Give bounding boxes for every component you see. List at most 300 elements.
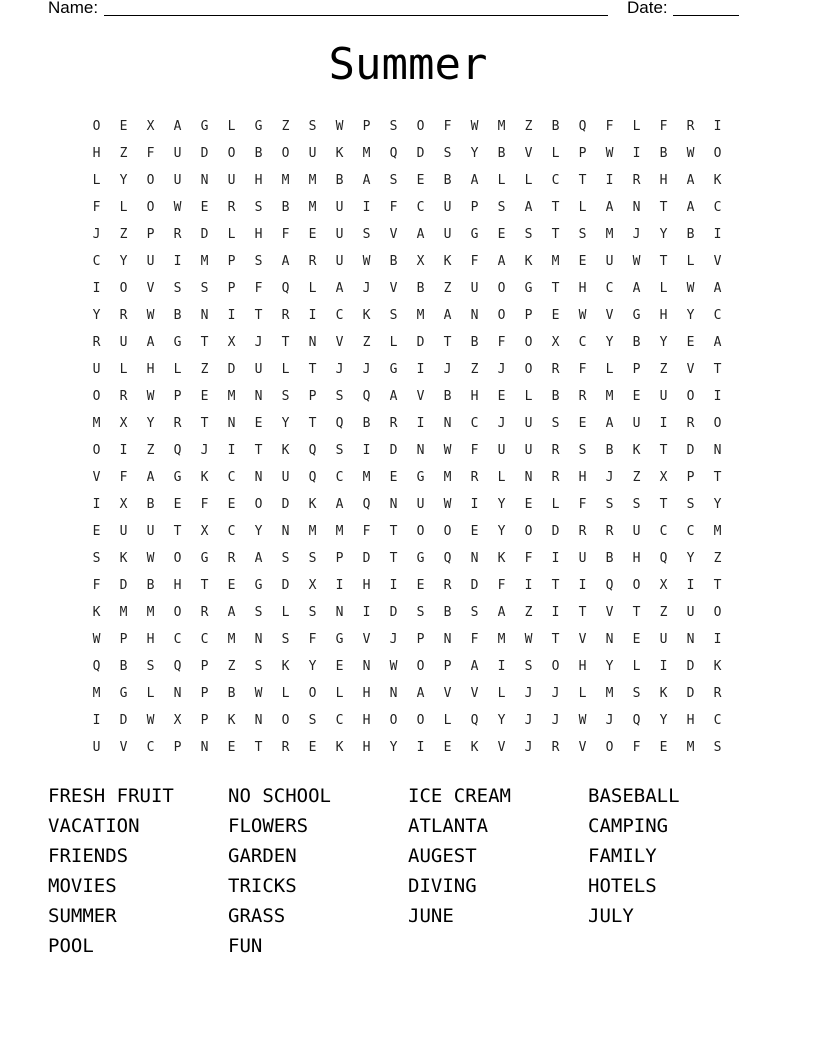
worksheet-header	[0, 0, 816, 24]
grid-letter: R	[281, 308, 290, 323]
grid-row	[83, 113, 731, 140]
grid-letter: S	[308, 551, 317, 566]
grid-letter: Y	[470, 146, 479, 161]
grid-letter: O	[713, 146, 722, 161]
grid-row	[83, 599, 731, 626]
grid-letter: U	[92, 740, 101, 755]
grid-letter: H	[362, 740, 371, 755]
grid-letter: T	[659, 254, 668, 269]
grid-letter: O	[497, 281, 506, 296]
word-list-item: NO SCHOOL	[228, 785, 331, 807]
grid-row	[83, 437, 731, 464]
grid-letter: H	[659, 308, 668, 323]
grid-letter: U	[632, 524, 641, 539]
grid-letter: B	[146, 578, 155, 593]
grid-letter: C	[416, 200, 425, 215]
grid-letter: Q	[335, 416, 344, 431]
grid-letter: J	[605, 713, 614, 728]
grid-letter: M	[227, 389, 236, 404]
grid-letter: P	[362, 119, 371, 134]
grid-letter: I	[335, 578, 344, 593]
grid-letter: P	[416, 632, 425, 647]
grid-letter: S	[551, 416, 560, 431]
grid-letter: C	[200, 632, 209, 647]
grid-letter: J	[497, 362, 506, 377]
grid-letter: Y	[605, 659, 614, 674]
grid-letter: C	[335, 308, 344, 323]
grid-letter: Z	[227, 659, 236, 674]
grid-letter: Q	[362, 497, 371, 512]
grid-letter: N	[443, 416, 452, 431]
grid-letter: Y	[497, 524, 506, 539]
grid-letter: L	[497, 470, 506, 485]
grid-letter: E	[497, 227, 506, 242]
grid-letter: A	[389, 389, 398, 404]
grid-letter: E	[254, 416, 263, 431]
grid-letter: O	[524, 524, 533, 539]
grid-letter: N	[524, 470, 533, 485]
grid-letter: U	[659, 389, 668, 404]
grid-letter: D	[686, 686, 695, 701]
word-list-item: HOTELS	[588, 875, 657, 897]
grid-letter: T	[389, 551, 398, 566]
grid-letter: N	[335, 605, 344, 620]
grid-letter: O	[146, 173, 155, 188]
grid-letter: E	[578, 416, 587, 431]
grid-letter: S	[578, 227, 587, 242]
grid-letter: N	[173, 686, 182, 701]
grid-letter: I	[119, 443, 128, 458]
grid-letter: S	[281, 551, 290, 566]
grid-letter: S	[308, 713, 317, 728]
grid-letter: Y	[605, 335, 614, 350]
grid-letter: N	[686, 632, 695, 647]
grid-letter: D	[200, 146, 209, 161]
grid-letter: Q	[605, 578, 614, 593]
grid-letter: B	[443, 389, 452, 404]
grid-letter: I	[173, 254, 182, 269]
grid-letter: S	[524, 659, 533, 674]
grid-letter: E	[308, 227, 317, 242]
grid-letter: O	[497, 308, 506, 323]
grid-letter: B	[335, 173, 344, 188]
grid-letter: U	[173, 173, 182, 188]
grid-letter: J	[362, 362, 371, 377]
grid-letter: H	[146, 632, 155, 647]
grid-letter: S	[632, 497, 641, 512]
grid-letter: N	[632, 200, 641, 215]
grid-letter: P	[227, 254, 236, 269]
grid-letter: Q	[308, 470, 317, 485]
grid-letter: O	[713, 605, 722, 620]
grid-letter: U	[605, 254, 614, 269]
grid-letter: E	[308, 740, 317, 755]
grid-letter: A	[416, 686, 425, 701]
grid-letter: Z	[659, 362, 668, 377]
grid-row	[83, 302, 731, 329]
grid-letter: M	[605, 227, 614, 242]
word-list-item: AUGEST	[408, 845, 477, 867]
grid-letter: L	[551, 146, 560, 161]
grid-letter: A	[335, 497, 344, 512]
grid-letter: W	[146, 551, 155, 566]
grid-letter: L	[335, 686, 344, 701]
grid-letter: O	[281, 713, 290, 728]
grid-letter: Q	[173, 659, 182, 674]
grid-letter: F	[470, 443, 479, 458]
grid-letter: R	[92, 335, 101, 350]
grid-letter: A	[254, 551, 263, 566]
grid-letter: N	[200, 173, 209, 188]
grid-letter: R	[281, 740, 290, 755]
grid-letter: Q	[389, 146, 398, 161]
grid-letter: U	[173, 146, 182, 161]
grid-letter: W	[146, 713, 155, 728]
grid-letter: E	[578, 254, 587, 269]
grid-letter: P	[632, 362, 641, 377]
grid-letter: I	[308, 308, 317, 323]
grid-letter: Y	[389, 740, 398, 755]
grid-letter: O	[416, 119, 425, 134]
grid-letter: M	[146, 605, 155, 620]
grid-letter: O	[632, 578, 641, 593]
grid-letter: A	[335, 281, 344, 296]
grid-letter: F	[362, 524, 371, 539]
grid-letter: L	[227, 119, 236, 134]
grid-letter: B	[146, 497, 155, 512]
grid-letter: L	[686, 254, 695, 269]
grid-letter: N	[254, 389, 263, 404]
grid-letter: E	[200, 389, 209, 404]
grid-letter: M	[497, 119, 506, 134]
grid-letter: I	[416, 362, 425, 377]
grid-letter: F	[200, 497, 209, 512]
grid-letter: T	[659, 200, 668, 215]
grid-letter: D	[416, 146, 425, 161]
word-list-item: GARDEN	[228, 845, 297, 867]
grid-letter: W	[146, 308, 155, 323]
grid-letter: J	[362, 281, 371, 296]
grid-letter: E	[119, 119, 128, 134]
grid-letter: F	[92, 578, 101, 593]
grid-letter: U	[119, 524, 128, 539]
grid-letter: J	[524, 740, 533, 755]
grid-letter: W	[173, 200, 182, 215]
word-list-item: FAMILY	[588, 845, 657, 867]
grid-letter: I	[416, 416, 425, 431]
grid-letter: N	[443, 632, 452, 647]
grid-letter: O	[308, 686, 317, 701]
word-list-item: POOL	[48, 935, 94, 957]
grid-letter: E	[632, 389, 641, 404]
grid-letter: J	[200, 443, 209, 458]
grid-letter: N	[254, 713, 263, 728]
grid-letter: C	[335, 713, 344, 728]
grid-row	[83, 356, 731, 383]
grid-letter: R	[173, 416, 182, 431]
grid-letter: I	[362, 200, 371, 215]
grid-letter: J	[443, 362, 452, 377]
name-line	[104, 15, 608, 16]
grid-letter: L	[524, 173, 533, 188]
grid-letter: N	[254, 632, 263, 647]
grid-letter: U	[443, 227, 452, 242]
grid-letter: Q	[362, 389, 371, 404]
grid-letter: M	[605, 686, 614, 701]
grid-letter: T	[551, 281, 560, 296]
grid-letter: F	[605, 119, 614, 134]
grid-letter: K	[119, 551, 128, 566]
grid-letter: P	[200, 713, 209, 728]
grid-letter: S	[308, 119, 317, 134]
grid-letter: I	[497, 659, 506, 674]
grid-letter: U	[632, 416, 641, 431]
grid-letter: I	[470, 497, 479, 512]
grid-letter: Z	[470, 362, 479, 377]
grid-letter: D	[686, 443, 695, 458]
grid-letter: O	[524, 362, 533, 377]
grid-letter: I	[92, 281, 101, 296]
grid-letter: Y	[119, 254, 128, 269]
grid-letter: A	[632, 281, 641, 296]
grid-letter: P	[200, 686, 209, 701]
grid-letter: K	[308, 497, 317, 512]
grid-letter: K	[281, 659, 290, 674]
grid-letter: D	[362, 551, 371, 566]
grid-letter: Y	[686, 308, 695, 323]
grid-letter: E	[551, 308, 560, 323]
grid-letter: L	[227, 227, 236, 242]
grid-letter: B	[470, 335, 479, 350]
grid-letter: Z	[524, 119, 533, 134]
grid-letter: M	[551, 254, 560, 269]
grid-letter: H	[470, 389, 479, 404]
grid-letter: P	[119, 632, 128, 647]
grid-row	[83, 167, 731, 194]
grid-letter: V	[524, 146, 533, 161]
grid-letter: Q	[632, 713, 641, 728]
grid-letter: P	[578, 146, 587, 161]
grid-letter: O	[92, 443, 101, 458]
grid-letter: G	[200, 119, 209, 134]
grid-letter: L	[173, 362, 182, 377]
grid-letter: O	[686, 389, 695, 404]
grid-letter: O	[119, 281, 128, 296]
grid-letter: O	[92, 119, 101, 134]
grid-letter: M	[443, 470, 452, 485]
word-list-item: ICE CREAM	[408, 785, 511, 807]
grid-letter: T	[632, 605, 641, 620]
grid-letter: E	[389, 470, 398, 485]
grid-letter: U	[146, 524, 155, 539]
grid-letter: A	[686, 200, 695, 215]
grid-letter: L	[443, 713, 452, 728]
grid-letter: W	[605, 146, 614, 161]
grid-letter: M	[308, 524, 317, 539]
grid-letter: Q	[92, 659, 101, 674]
grid-letter: E	[686, 335, 695, 350]
grid-letter: H	[254, 227, 263, 242]
grid-letter: H	[362, 713, 371, 728]
grid-letter: V	[497, 740, 506, 755]
grid-letter: P	[146, 227, 155, 242]
grid-letter: O	[92, 389, 101, 404]
grid-letter: O	[389, 713, 398, 728]
grid-letter: U	[254, 362, 263, 377]
grid-row	[83, 410, 731, 437]
grid-letter: S	[254, 605, 263, 620]
grid-letter: A	[470, 659, 479, 674]
grid-letter: M	[308, 173, 317, 188]
grid-letter: C	[146, 740, 155, 755]
grid-letter: G	[416, 470, 425, 485]
grid-letter: H	[659, 173, 668, 188]
date-line	[673, 15, 739, 16]
grid-letter: S	[335, 389, 344, 404]
grid-letter: W	[335, 119, 344, 134]
grid-letter: R	[551, 470, 560, 485]
grid-letter: G	[254, 119, 263, 134]
grid-letter: Z	[200, 362, 209, 377]
grid-letter: B	[551, 119, 560, 134]
grid-letter: S	[254, 254, 263, 269]
grid-letter: T	[551, 632, 560, 647]
grid-letter: S	[470, 605, 479, 620]
grid-letter: W	[92, 632, 101, 647]
grid-row	[83, 140, 731, 167]
grid-letter: L	[632, 659, 641, 674]
grid-letter: L	[308, 281, 317, 296]
grid-letter: C	[227, 470, 236, 485]
grid-letter: D	[200, 227, 209, 242]
grid-letter: Y	[659, 335, 668, 350]
word-list-item: ATLANTA	[408, 815, 489, 837]
grid-letter: A	[497, 605, 506, 620]
word-list-item: VACATION	[48, 815, 140, 837]
grid-letter: X	[416, 254, 425, 269]
grid-letter: S	[335, 443, 344, 458]
grid-letter: B	[254, 146, 263, 161]
grid-letter: Y	[146, 416, 155, 431]
grid-letter: H	[146, 362, 155, 377]
grid-letter: R	[632, 173, 641, 188]
grid-row	[83, 464, 731, 491]
grid-letter: N	[389, 497, 398, 512]
word-list-item: TRICKS	[228, 875, 297, 897]
grid-letter: C	[227, 524, 236, 539]
grid-letter: M	[605, 389, 614, 404]
grid-letter: J	[254, 335, 263, 350]
grid-letter: V	[605, 308, 614, 323]
grid-letter: E	[443, 740, 452, 755]
grid-letter: A	[686, 173, 695, 188]
grid-letter: W	[254, 686, 263, 701]
grid-letter: P	[173, 389, 182, 404]
grid-letter: T	[200, 416, 209, 431]
grid-letter: N	[362, 659, 371, 674]
grid-letter: R	[227, 200, 236, 215]
grid-letter: B	[497, 146, 506, 161]
grid-letter: M	[416, 308, 425, 323]
grid-letter: N	[605, 632, 614, 647]
grid-letter: F	[389, 200, 398, 215]
grid-letter: L	[524, 389, 533, 404]
grid-letter: X	[551, 335, 560, 350]
grid-letter: Y	[713, 497, 722, 512]
grid-letter: L	[92, 173, 101, 188]
grid-letter: F	[659, 119, 668, 134]
grid-letter: A	[173, 119, 182, 134]
grid-letter: U	[443, 200, 452, 215]
grid-letter: W	[632, 254, 641, 269]
grid-letter: H	[362, 578, 371, 593]
grid-letter: L	[632, 119, 641, 134]
grid-letter: I	[713, 389, 722, 404]
grid-letter: J	[524, 686, 533, 701]
grid-letter: S	[254, 200, 263, 215]
grid-letter: Y	[92, 308, 101, 323]
grid-letter: W	[470, 119, 479, 134]
grid-letter: D	[686, 659, 695, 674]
grid-letter: K	[713, 173, 722, 188]
grid-letter: S	[389, 119, 398, 134]
grid-letter: C	[470, 416, 479, 431]
grid-letter: J	[335, 362, 344, 377]
grid-letter: V	[146, 281, 155, 296]
grid-letter: K	[497, 551, 506, 566]
grid-letter: R	[200, 605, 209, 620]
grid-letter: N	[200, 740, 209, 755]
grid-letter: D	[281, 578, 290, 593]
grid-letter: T	[389, 524, 398, 539]
grid-letter: I	[632, 146, 641, 161]
grid-letter: Q	[659, 551, 668, 566]
grid-letter: I	[416, 740, 425, 755]
grid-letter: R	[605, 524, 614, 539]
grid-letter: K	[281, 443, 290, 458]
grid-letter: K	[659, 686, 668, 701]
grid-letter: L	[281, 362, 290, 377]
grid-letter: U	[335, 200, 344, 215]
word-list-item: FLOWERS	[228, 815, 309, 837]
grid-letter: C	[659, 524, 668, 539]
word-list-item: FRESH FRUIT	[48, 785, 174, 807]
grid-letter: Z	[362, 335, 371, 350]
grid-letter: T	[551, 200, 560, 215]
grid-letter: F	[443, 119, 452, 134]
grid-letter: H	[254, 173, 263, 188]
grid-letter: G	[173, 335, 182, 350]
grid-letter: E	[227, 497, 236, 512]
grid-letter: L	[119, 200, 128, 215]
word-list-item: MOVIES	[48, 875, 117, 897]
grid-letter: B	[605, 551, 614, 566]
grid-letter: L	[497, 173, 506, 188]
grid-letter: B	[632, 335, 641, 350]
grid-letter: J	[524, 713, 533, 728]
grid-letter: W	[443, 443, 452, 458]
grid-letter: X	[659, 470, 668, 485]
grid-letter: L	[281, 686, 290, 701]
grid-letter: O	[524, 335, 533, 350]
grid-letter: V	[605, 605, 614, 620]
grid-letter: A	[605, 416, 614, 431]
grid-letter: E	[227, 578, 236, 593]
grid-letter: I	[578, 578, 587, 593]
grid-letter: N	[200, 308, 209, 323]
grid-letter: D	[281, 497, 290, 512]
grid-letter: F	[632, 740, 641, 755]
